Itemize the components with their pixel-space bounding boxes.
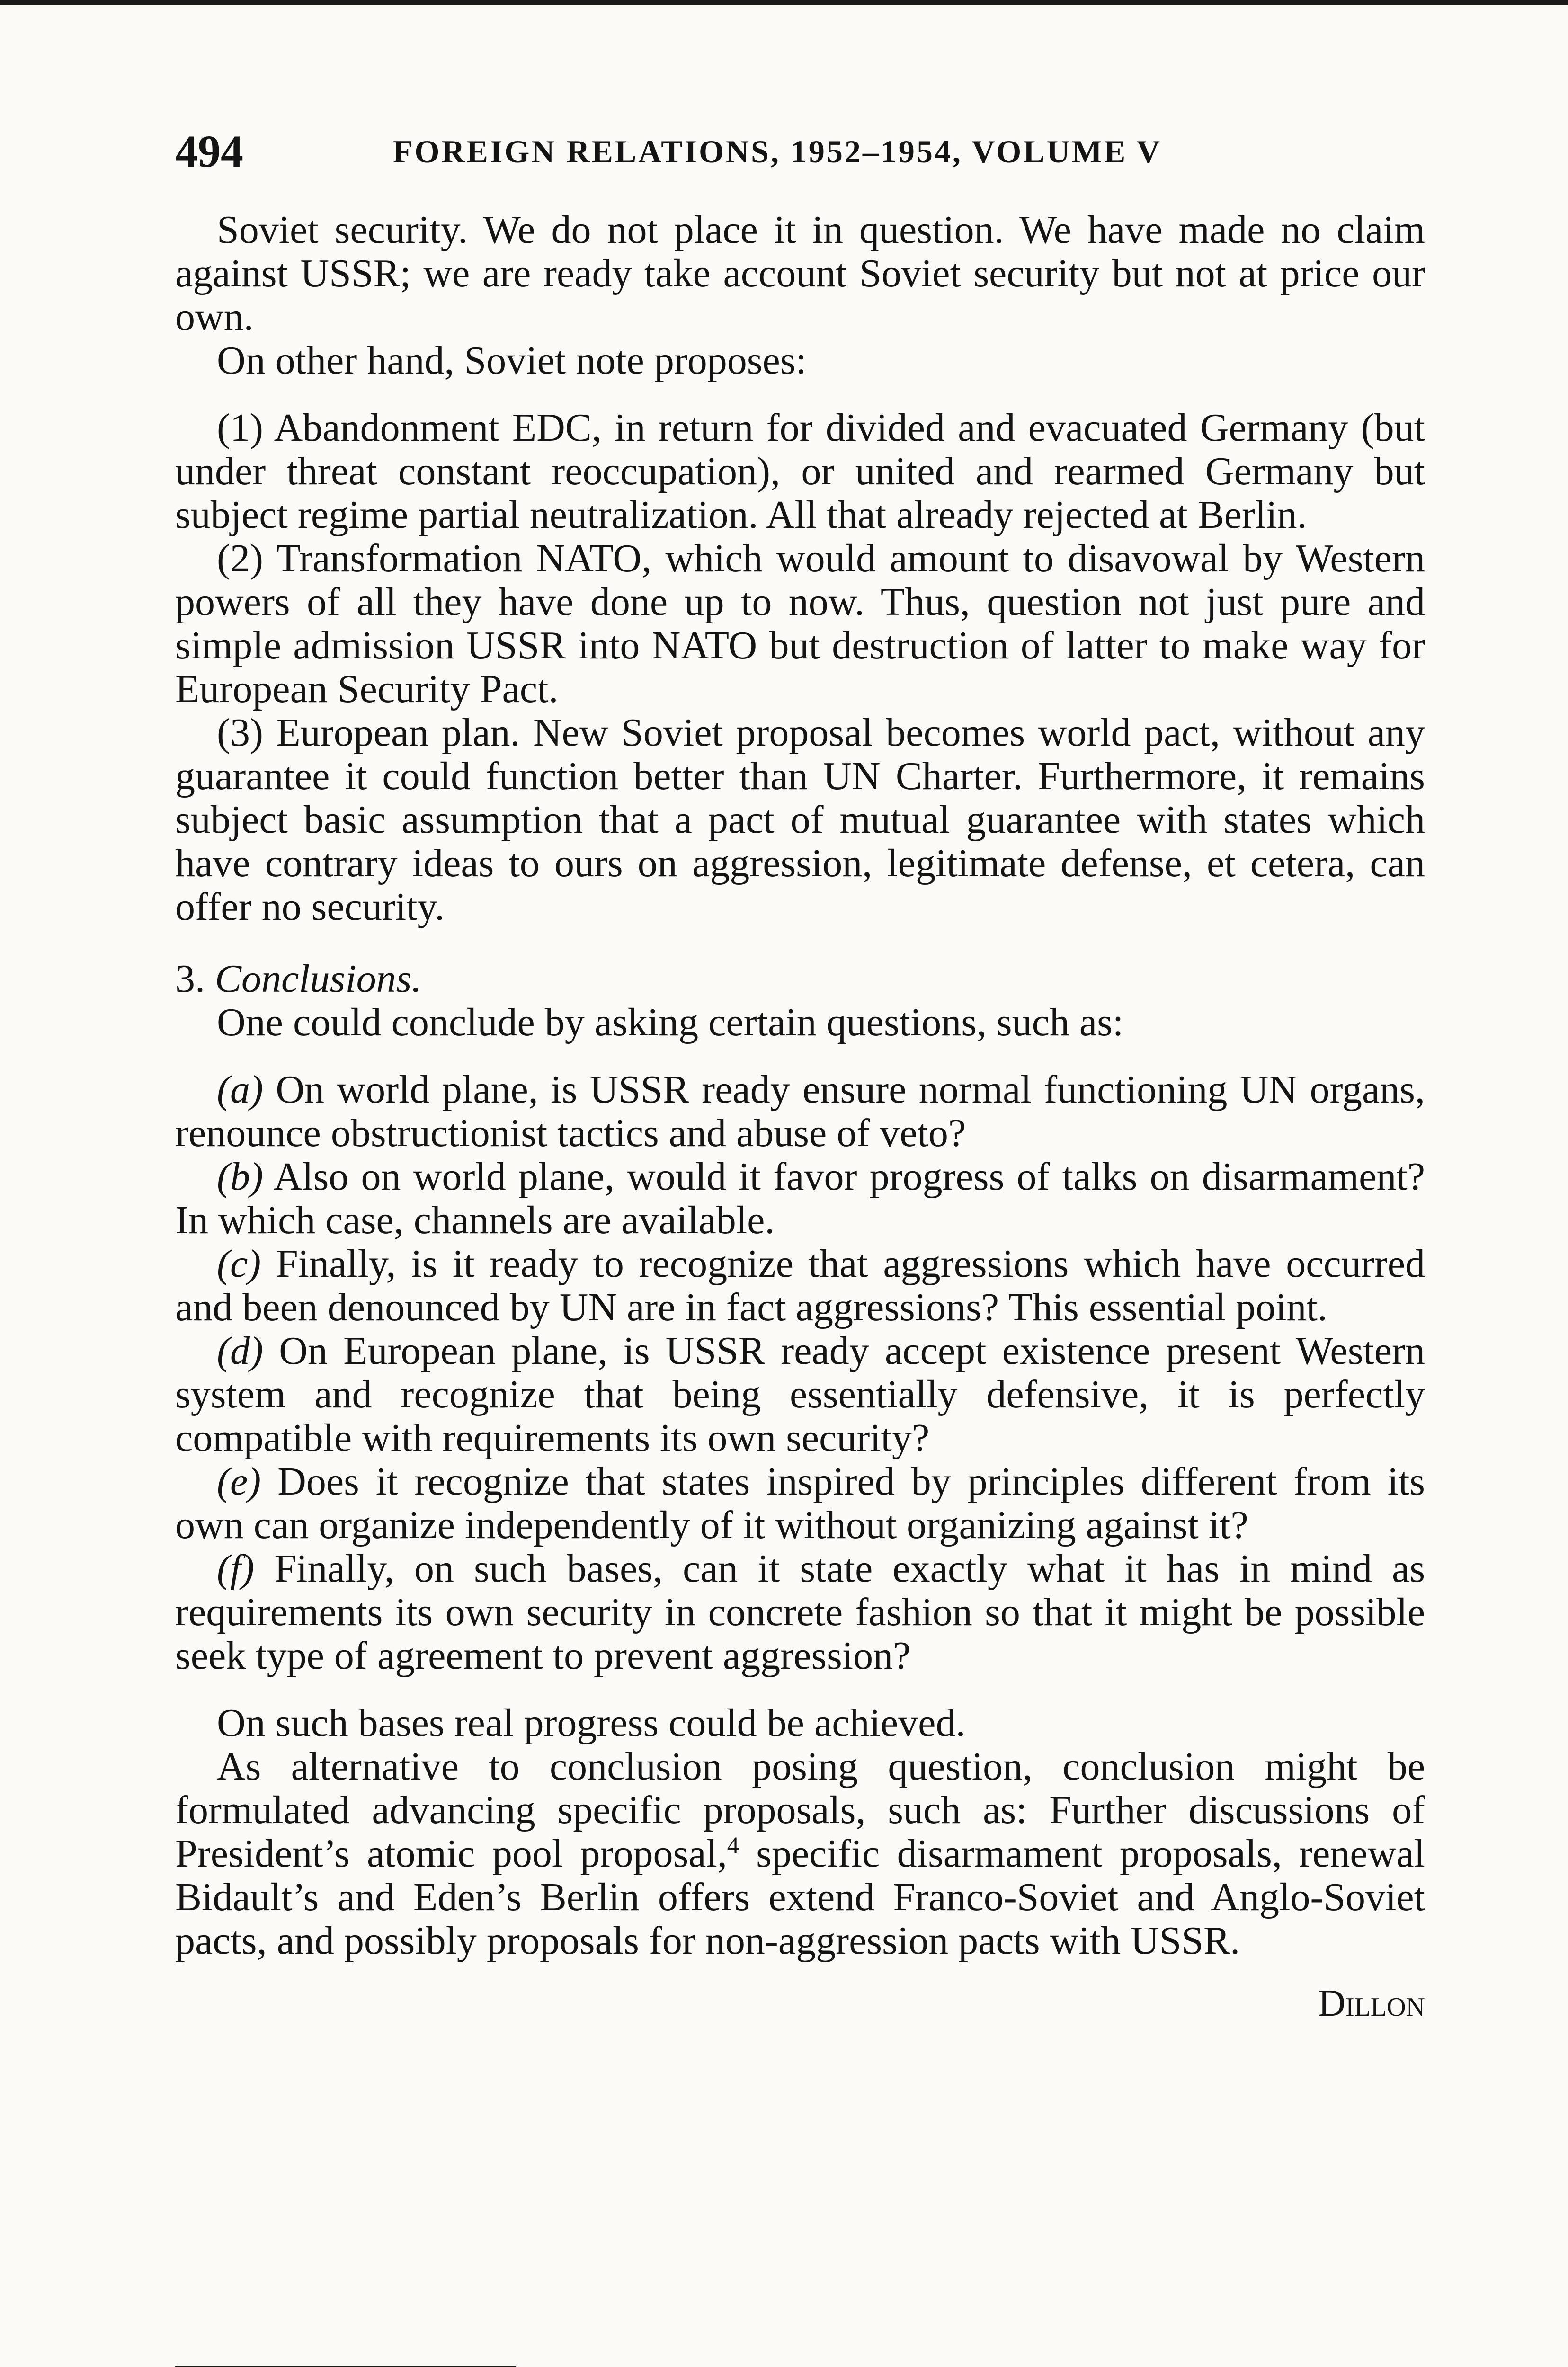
paragraph-alternative-part-2: specific disarmament proposals, renewal Bidault’s and Eden’s Berlin offers extend Franco-Soviet and Anglo-Soviet pacts, and possibly proposals for non-aggression pacts with USSR.	[175, 1832, 1425, 1963]
question-a	[175, 1068, 1425, 1155]
question-d-label: (d)	[217, 1329, 263, 1373]
footnote-reference: 4	[727, 1832, 739, 1858]
question-d-text: On European plane, is USSR ready accept existence present Western system and recognize that being essentially defensive, it is perfectly compatible with requirements its own security?	[175, 1329, 1425, 1460]
list-item-3-number: (3)	[217, 711, 263, 755]
question-c	[175, 1242, 1425, 1329]
section-number: 3.	[175, 957, 205, 1001]
paragraph-alternative	[175, 1745, 1425, 1963]
list-item-1-number: (1)	[217, 406, 263, 450]
list-item-2-text: Transformation NATO, which would amount to disavowal by Western powers of all they have done up to now. Thus, question not just pure and simple admission USSR into NATO but destruction of latter to make way for European Security Pact.	[175, 536, 1425, 711]
question-a-label: (a)	[217, 1068, 263, 1112]
question-b	[175, 1155, 1425, 1242]
list-item-3	[175, 711, 1425, 929]
signature: Dillon	[1318, 1983, 1425, 2024]
top-border	[0, 0, 1568, 5]
list-item-3-text: European plan. New Soviet proposal becomes world pact, without any guarantee it could function better than UN Charter. Furthermore, it remains subject basic assumption that a pact of mutual guarantee with states which have contrary ideas to ours on aggression, legitimate defense, et cetera, can offer no security.	[175, 711, 1425, 929]
list-item-1-text: Abandonment EDC, in return for divided and evacuated Germany (but under threat constant reoccupation), or united and rearmed Germany but subject regime partial neutralization. All that already rejected at Berlin.	[175, 406, 1425, 537]
list-item-1	[175, 406, 1425, 537]
paragraph-conclude: One could conclude by asking certain questions, such as:	[217, 1000, 1124, 1044]
paragraph-intro-1: Soviet security. We do not place it in question. We have made no claim against USSR; we are ready take account Soviet security but not at price our own.	[175, 208, 1425, 339]
document-body	[175, 208, 1425, 2025]
paragraph-intro-2: On other hand, Soviet note proposes:	[217, 338, 807, 383]
question-e-text: Does it recognize that states inspired by principles different from its own can organize independently of it without organizing against it?	[175, 1459, 1425, 1547]
list-item-2	[175, 537, 1425, 711]
question-b-text: Also on world plane, would it favor progress of talks on disarmament? In which case, channels are available.	[175, 1155, 1425, 1242]
question-e-label: (e)	[217, 1459, 261, 1504]
paragraph-progress: On such bases real progress could be achieved.	[217, 1701, 966, 1745]
question-c-label: (c)	[217, 1242, 261, 1286]
question-a-text: On world plane, is USSR ready ensure normal functioning UN organs, renounce obstructionist tactics and abuse of veto?	[175, 1068, 1425, 1155]
section-title: Conclusions.	[215, 957, 422, 1001]
page-number: 494	[175, 126, 243, 177]
question-c-text: Finally, is it ready to recognize that aggressions which have occurred and been denounced by UN are in fact aggressions? This essential point.	[175, 1242, 1425, 1329]
question-f-label: (f)	[217, 1547, 255, 1591]
section-heading	[175, 957, 1425, 1001]
question-f-text: Finally, on such bases, can it state exactly what it has in mind as requirements its own security in concrete fashion so that it might be possible seek type of agreement to prevent aggression?	[175, 1547, 1425, 1678]
list-item-2-number: (2)	[217, 536, 263, 580]
question-e	[175, 1460, 1425, 1547]
paragraph-alternative-part-1: As alternative to conclusion posing question, conclusion might be formulated advancing specific proposals, such as: Further discussions of President’s atomic pool proposal,	[175, 1744, 1425, 1876]
question-f	[175, 1547, 1425, 1678]
running-head: FOREIGN RELATIONS, 1952–1954, VOLUME V	[393, 133, 1162, 169]
question-b-label: (b)	[217, 1155, 263, 1199]
page-header	[175, 121, 1425, 182]
question-d	[175, 1329, 1425, 1460]
